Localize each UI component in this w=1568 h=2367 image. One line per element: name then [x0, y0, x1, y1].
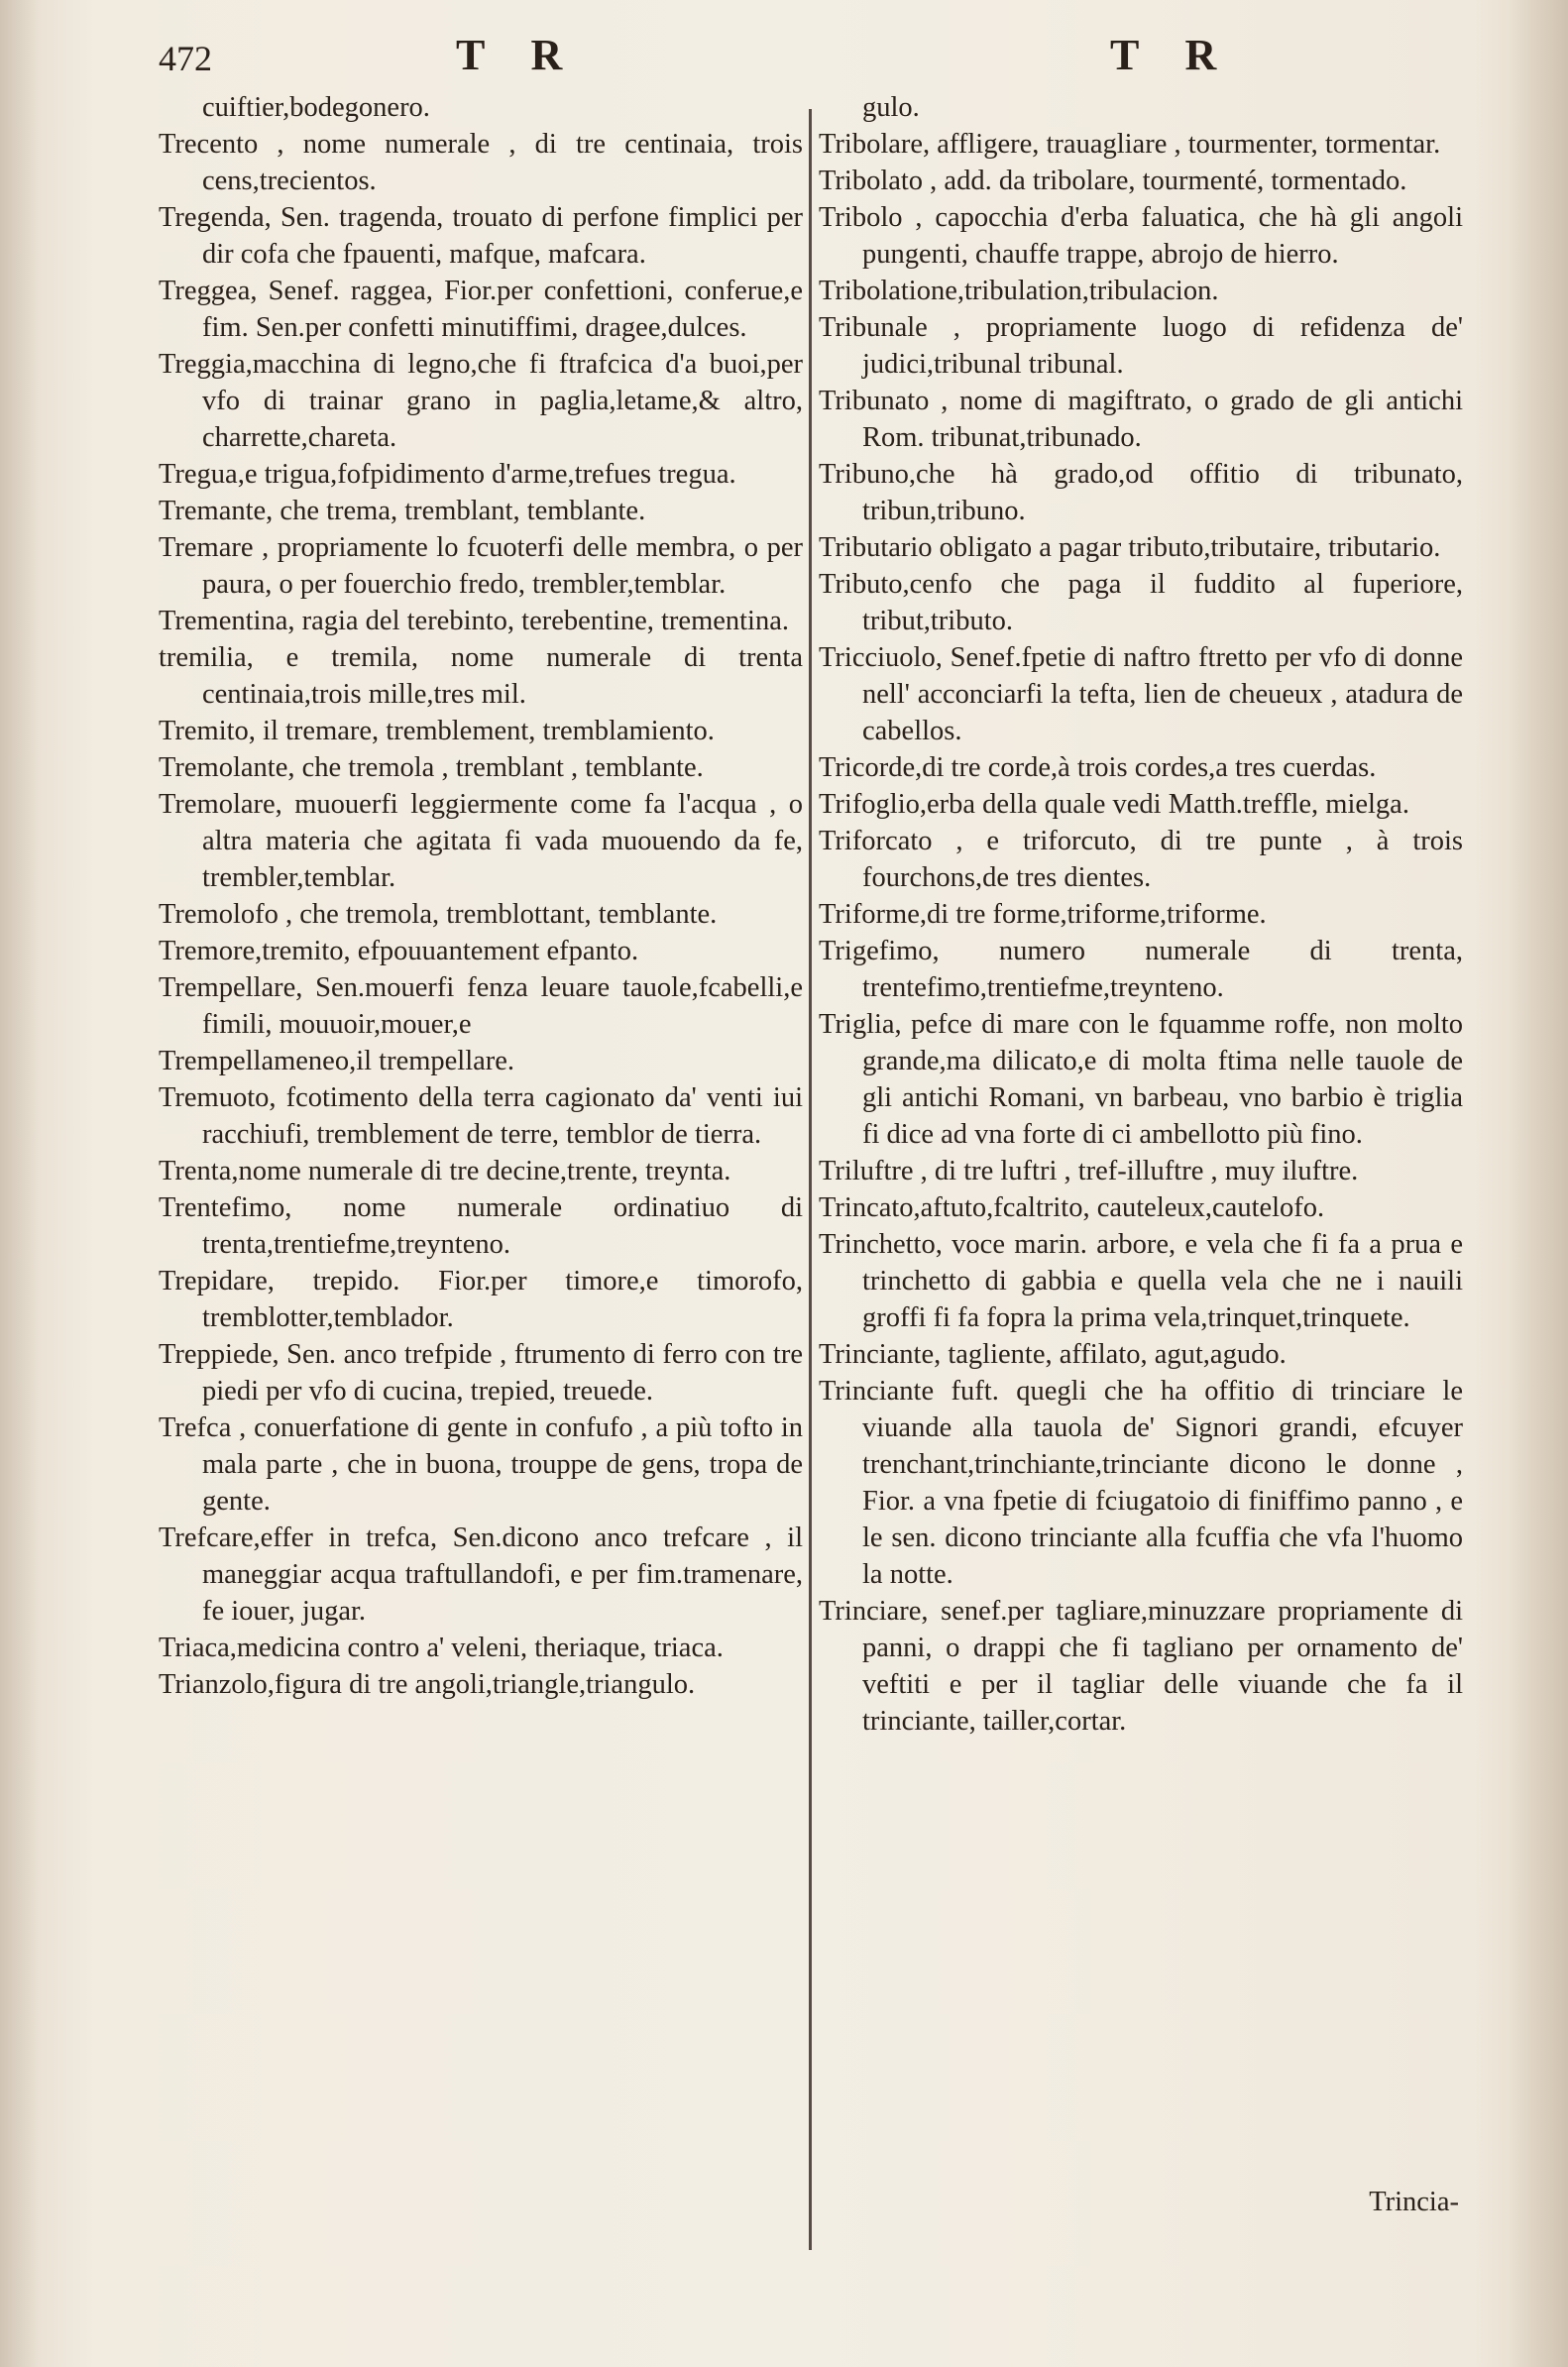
dictionary-entry: Triforme,di tre forme,triforme,triforme.: [819, 899, 1267, 930]
dictionary-entry: Tricciuolo, Senef.fpetie di naftro ftretto per vfo di donne nell' acconciarfi la tefta, lien de cheueux , atadura de cabellos.: [819, 642, 1463, 746]
dictionary-entry: Trinciante fuft. quegli che ha offitio di trinciare le viuande alla tauola de' Signori grandi, efcuyer trenchant,trinchiante,trinciante dicono le donne , Fior. a vna fpetie di fciugatoio di finiffimo panno , e le sen. dicono trinciante alla fcuffia che vfa l'huomo la notte.: [819, 1376, 1463, 1590]
dictionary-entry: tremilia, e tremila, nome numerale di trenta centinaia,trois mille,tres mil.: [159, 642, 803, 710]
dictionary-entry: Triaca,medicina contro a' veleni, theriaque, triaca.: [159, 1633, 724, 1663]
page-shadow-left: [0, 0, 40, 2367]
dictionary-entry: Treppiede, Sen. anco trefpide , ftrumento di ferro con tre piedi per vfo di cucina, trepied, treuede.: [159, 1339, 803, 1407]
running-head-right: T R: [1110, 31, 1235, 79]
dictionary-entry: Tregenda, Sen. tragenda, trouato di perfone fimplici per dir cofa che fpauenti, mafque, mafcara.: [159, 202, 803, 270]
dictionary-entry: Tremolante, che tremola , tremblant , temblante.: [159, 752, 704, 783]
page-shadow-right: [1509, 0, 1568, 2367]
dictionary-entry: Tribunale , propriamente luogo di refidenza de' judici,tribunal tribunal.: [819, 312, 1463, 380]
dictionary-entry: Tremito, il tremare, tremblement, tremblamiento.: [159, 716, 715, 746]
dictionary-entry: Trempellare, Sen.mouerfi fenza leuare tauole,fcabelli,e fimili, mouuoir,mouer,e: [159, 972, 803, 1040]
page-number: 472: [159, 39, 212, 78]
dictionary-entry: gulo.: [862, 92, 920, 123]
dictionary-entry: Tribolo , capocchia d'erba faluatica, che hà gli angoli pungenti, chauffe trappe, abrojo de hierro.: [819, 202, 1463, 270]
dictionary-entry: Tributo,cenfo che paga il fuddito al fuperiore, tribut,tributo.: [819, 569, 1463, 636]
catchword: Trincia-: [1369, 2187, 1459, 2217]
dictionary-entry: Trianzolo,figura di tre angoli,triangle,triangulo.: [159, 1669, 696, 1700]
left-column: [159, 89, 803, 1703]
dictionary-entry: Triluftre , di tre luftri , tref-illuftre , muy iluftre.: [819, 1156, 1359, 1186]
dictionary-entry: Tremolofo , che tremola, tremblottant, temblante.: [159, 899, 718, 930]
dictionary-entry: Tremuoto, fcotimento della terra cagionato da' venti iui racchiufi, tremblement de terre, temblor de tierra.: [159, 1082, 803, 1150]
dictionary-entry: Trepidare, trepido. Fior.per timore,e timorofo, tremblotter,temblador.: [159, 1266, 803, 1333]
dictionary-entry: Trementina, ragia del terebinto, terebentine, trementina.: [159, 606, 790, 636]
dictionary-entry: Trinciante, tagliente, affilato, agut,agudo.: [819, 1339, 1287, 1370]
dictionary-entry: Trenta,nome numerale di tre decine,trente, treynta.: [159, 1156, 731, 1186]
dictionary-entry: Trinciare, senef.per tagliare,minuzzare propriamente di panni, o drappi che fi tagliano per ornamento de' veftiti e per il tagliar delle viuande che fa il trinciante, tailler,cortar.: [819, 1596, 1463, 1737]
dictionary-entry: Trefcare,effer in trefca, Sen.dicono anco trefcare , il maneggiar acqua traftullandofi, e per fim.tramenare, fe iouer, jugar.: [159, 1522, 803, 1627]
dictionary-entry: Trempellameneo,il trempellare.: [159, 1046, 515, 1076]
dictionary-entry: Trentefimo, nome numerale ordinatiuo di trenta,trentiefme,treynteno.: [159, 1192, 803, 1260]
dictionary-entry: Tremolare, muouerfi leggiermente come fa l'acqua , o altra materia che agitata fi vada muouendo da fe, trembler,temblar.: [159, 789, 803, 893]
dictionary-entry: Tremore,tremito, efpouuantement efpanto.: [159, 936, 639, 966]
dictionary-entry: Tricorde,di tre corde,à trois cordes,a tres cuerdas.: [819, 752, 1377, 783]
dictionary-entry: Tribolare, affligere, trauagliare , tourmenter, tormentar.: [819, 129, 1441, 160]
dictionary-entry: Tribolato , add. da tribolare, tourmenté, tormentado.: [819, 166, 1407, 196]
dictionary-entry: Tribolatione,tribulation,tribulacion.: [819, 276, 1219, 306]
dictionary-entry: Trifoglio,erba della quale vedi Matth.treffle, mielga.: [819, 789, 1409, 820]
dictionary-entry: Tributario obligato a pagar tributo,tributaire, tributario.: [819, 532, 1441, 563]
running-head-left: T R: [456, 31, 581, 79]
page-header: [0, 30, 1568, 89]
dictionary-entry: Trigefimo, numero numerale di trenta, trentefimo,trentiefme,treynteno.: [819, 936, 1463, 1003]
dictionary-entry: Tribunato , nome di magiftrato, o grado de gli antichi Rom. tribunat,tribunado.: [819, 386, 1463, 453]
dictionary-entry: Trincato,aftuto,fcaltrito, cauteleux,cautelofo.: [819, 1192, 1325, 1223]
dictionary-entry: Triglia, pefce di mare con le fquamme roffe, non molto grande,ma dilicato,e di molta ftima nelle tauole de gli antichi Romani, vn barbeau, vno barbio è triglia fi dice ad vna forte di ci ambellotto più fino.: [819, 1009, 1463, 1150]
dictionary-entry: Treggia,macchina di legno,che fi ftrafcica d'a buoi,per vfo di trainar grano in paglia,letame,& altro, charrette,chareta.: [159, 349, 803, 453]
dictionary-entry: Trecento , nome numerale , di tre centinaia, trois cens,trecientos.: [159, 129, 803, 196]
dictionary-entry: Trinchetto, voce marin. arbore, e vela che fi fa a prua e trinchetto di gabbia e quella vela che ne i nauili groffi fi fa fopra la prima vela,trinquet,trinquete.: [819, 1229, 1463, 1333]
dictionary-entry: Tregua,e trigua,fofpidimento d'arme,trefues tregua.: [159, 459, 736, 490]
dictionary-entry: Triforcato , e triforcuto, di tre punte , à trois fourchons,de tres dientes.: [819, 826, 1463, 893]
dictionary-entry: cuiftier,bodegonero.: [202, 92, 430, 123]
dictionary-entry: Trefca , conuerfatione di gente in confufo , a più tofto in mala parte , che in buona, trouppe de gens, tropa de gente.: [159, 1412, 803, 1517]
dictionary-entry: Tremare , propriamente lo fcuoterfi delle membra, o per paura, o per fouerchio fredo, trembler,temblar.: [159, 532, 803, 600]
dictionary-entry: Tremante, che trema, tremblant, temblante.: [159, 496, 646, 526]
dictionary-entry: Tribuno,che hà grado,od offitio di tribunato, tribun,tribuno.: [819, 459, 1463, 526]
right-column: [819, 89, 1463, 1740]
dictionary-entry: Treggea, Senef. raggea, Fior.per confettioni, conferue,e fim. Sen.per confetti minutiffimi, dragee,dulces.: [159, 276, 803, 343]
column-divider: [809, 109, 812, 2250]
